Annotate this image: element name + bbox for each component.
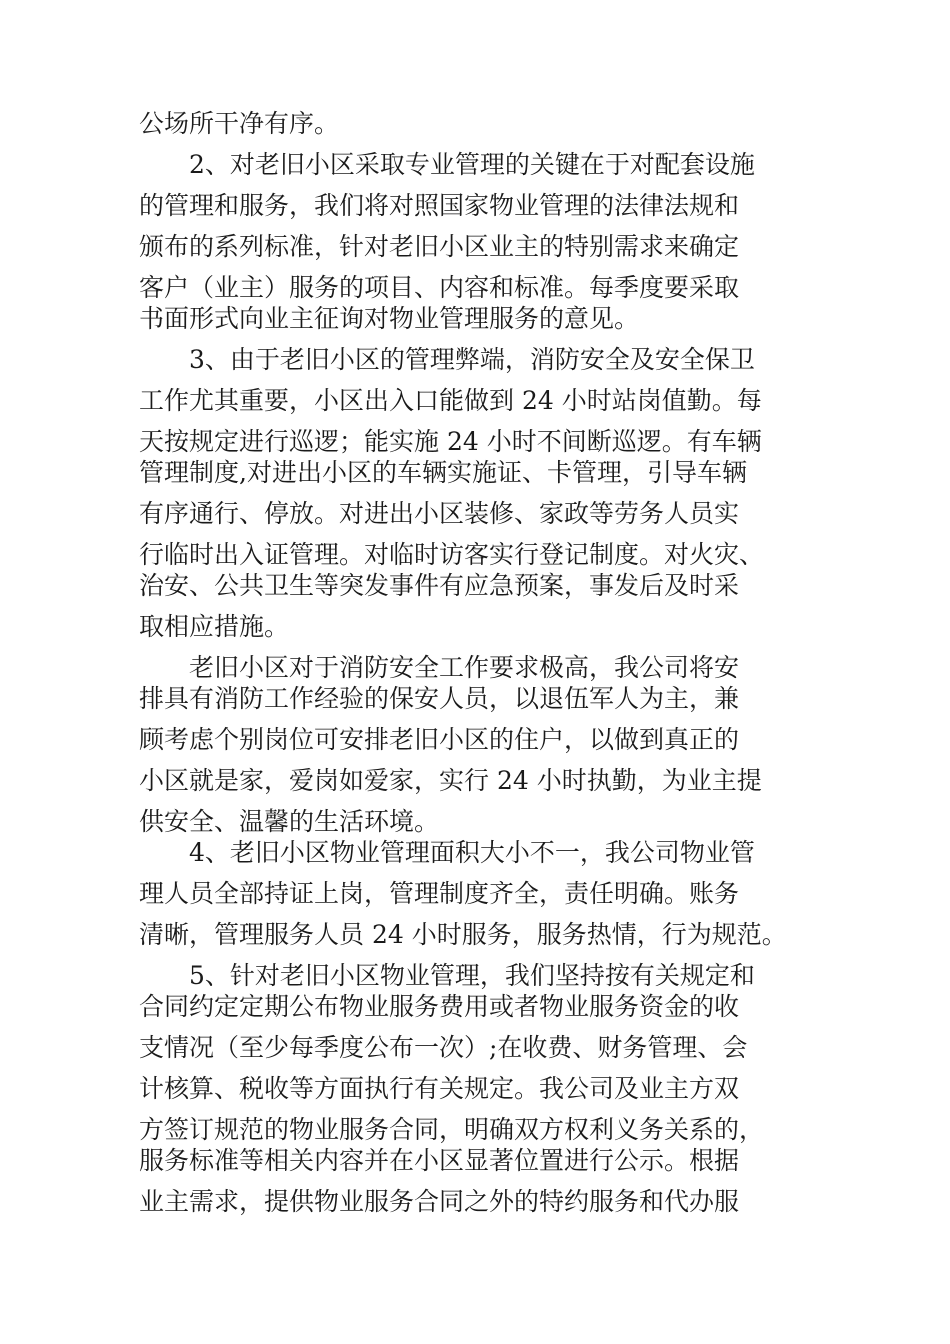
- text-line: 排具有消防工作经验的保安人员，以退伍军人为主，兼: [139, 684, 740, 713]
- paragraph-first-line: 5、针对老旧小区物业管理，我们坚持按有关规定和: [189, 961, 755, 990]
- text-line: 方签订规范的物业服务合同，明确双方权利义务关系的，: [139, 1115, 765, 1144]
- text-line: 业主需求，提供物业服务合同之外的特约服务和代办服: [139, 1187, 740, 1216]
- text-line: 计核算、税收等方面执行有关规定。我公司及业主方双: [139, 1074, 740, 1103]
- text-line: 供安全、温馨的生活环境。: [139, 807, 440, 836]
- text-line: 客户（业主）服务的项目、内容和标准。每季度要采取: [139, 273, 740, 302]
- text-line: 清晰，管理服务人员 24 小时服务，服务热情，行为规范。: [139, 920, 787, 949]
- text-line: 工作尤其重要，小区出入口能做到 24 小时站岗值勤。每: [139, 386, 762, 415]
- text-line: 小区就是家，爱岗如爱家，实行 24 小时执勤，为业主提: [139, 766, 762, 795]
- text-line: 有序通行、停放。对进出小区装修、家政等劳务人员实: [139, 499, 740, 528]
- text-line: 治安、公共卫生等突发事件有应急预案，事发后及时采: [139, 571, 740, 600]
- paragraph-first-line: 老旧小区对于消防安全工作要求极高，我公司将安: [189, 653, 740, 682]
- text-line: 理人员全部持证上岗，管理制度齐全，责任明确。账务: [139, 879, 740, 908]
- text-line: 顾考虑个别岗位可安排老旧小区的住户，以做到真正的: [139, 725, 740, 754]
- text-line: 行临时出入证管理。对临时访客实行登记制度。对火灾、: [139, 540, 765, 569]
- text-line: 管理制度,对进出小区的车辆实施证、卡管理，引导车辆: [139, 458, 747, 487]
- text-line: 颁布的系列标准，针对老旧小区业主的特别需求来确定: [139, 232, 740, 261]
- text-line: 的管理和服务，我们将对照国家物业管理的法律法规和: [139, 191, 740, 220]
- text-line: 服务标准等相关内容并在小区显著位置进行公示。根据: [139, 1146, 740, 1175]
- paragraph-first-line: 3、由于老旧小区的管理弊端，消防安全及安全保卫: [189, 345, 755, 374]
- paragraph-first-line: 2、对老旧小区采取专业管理的关键在于对配套设施: [189, 150, 755, 179]
- text-line: 书面形式向业主征询对物业管理服务的意见。: [139, 304, 640, 333]
- text-line: 公场所干净有序。: [139, 109, 340, 138]
- text-line: 天按规定进行巡逻；能实施 24 小时不间断巡逻。有车辆: [139, 427, 762, 456]
- text-line: 取相应措施。: [139, 612, 290, 641]
- text-line: 支情况（至少每季度公布一次）;在收费、财务管理、会: [139, 1033, 748, 1062]
- text-line: 合同约定定期公布物业服务费用或者物业服务资金的收: [139, 992, 740, 1021]
- paragraph-first-line: 4、老旧小区物业管理面积大小不一，我公司物业管: [189, 838, 755, 867]
